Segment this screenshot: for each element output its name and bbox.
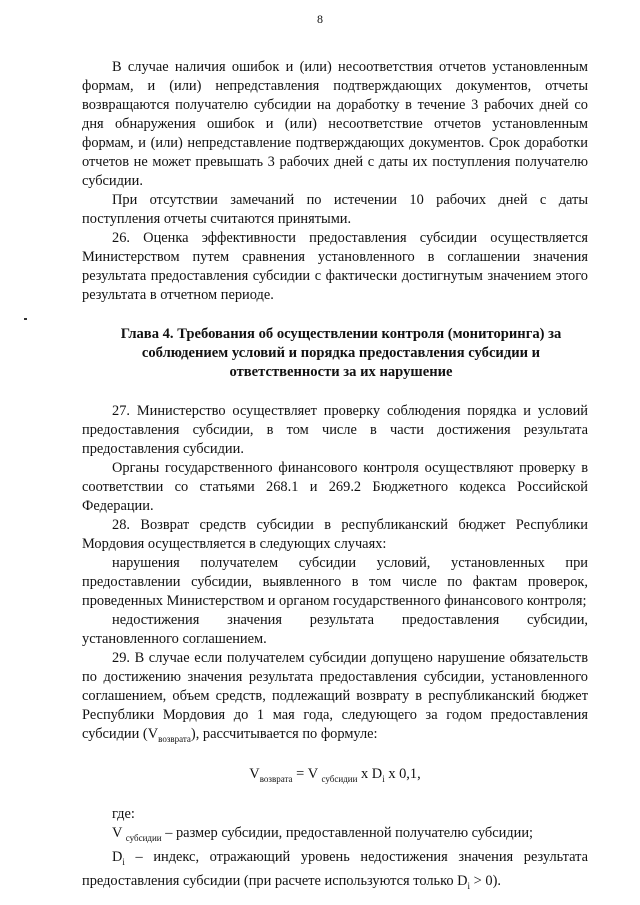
definition-v-symbol: V [112,824,126,841]
paragraph: При отсутствии замечаний по истечении 10 рабочих дней с даты поступления отчеты считаются принятыми. [82,192,588,227]
paragraph: недостижения значения результата предоставления субсидии, установленного соглашением. [82,612,588,647]
paragraph-29-end: ), рассчитывается по формуле: [190,726,378,742]
paragraph: 28. Возврат средств субсидии в республиканский бюджет Республики Мордовия осуществляется в следующих случаях: [82,517,588,552]
formula-eq: = V [292,765,322,782]
paragraph: В случае наличия ошибок и (или) несоответствия отчетов установленным формам, и (или) непредставления подтверждающих документов, отчеты возвращаются получателю субсидии на доработку в течение 3 рабочих дней со дня обнаружения ошибок и (или) несоответствие отчетов установленным формам, и (или) непредставление подтверждающих документов. Срок доработки отчетов не может превышать 3 рабочих дней с даты их поступления получателю субсидии. [82,59,588,189]
paragraph: 26. Оценка эффективности предоставления субсидии осуществляется Министерством путем сравнения установленного в соглашении значения результата предоставления субсидии с фактически достигнутым значением этого результата в отчетном периоде. [82,230,588,303]
formula-tail: x 0,1, [384,765,421,782]
document-body [82,58,588,895]
definition-v-text: – размер субсидии, предоставленной получателю субсидии; [161,824,534,841]
paragraph: 27. Министерство осуществляет проверку соблюдения порядка и условий предоставления субсидии, в том числе в части достижения результата предоставления субсидии. [82,403,588,457]
paragraph-29 [82,649,588,749]
formula [82,765,588,789]
formula-lhs: V [249,765,260,782]
definition-d-text-2: > 0). [470,872,501,889]
formula-rhs-subscript: субсидии [321,773,358,784]
definition-d-subscript-2: i [467,880,471,891]
paragraph: нарушения получателем субсидии условий, установленных при предоставлении субсидии, выявленного в том числе по фактам проверок, проведенных Министерством и органом государственного финансового контроля; [82,555,588,609]
definition-d-text: – индекс, отражающий уровень недостижения значения результата предоставления субсидии (при расчете используются только D [82,848,588,889]
formula-lhs-subscript: возврата [259,773,293,784]
chapter-heading: Глава 4. Требования об осуществлении контроля (мониторинга) за соблюдением условий и порядка предоставления субсидии и ответственности за их нарушение [120,326,562,380]
where-label: где: [112,805,135,822]
margin-mark [24,318,27,320]
page-number: 8 [317,12,323,26]
paragraph-29-text: 29. В случае если получателем субсидии допущено нарушение обязательств по достижению значения результата предоставления субсидии, установленного соглашением, объем средств, подлежащий возврату в республиканский бюджет Республики Мордовия до 1 мая года, следующего за годом предоставления субсидии (V [82,650,588,742]
definition-v-subscript: субсидии [125,832,162,843]
paragraph: Органы государственного финансового контроля осуществляют проверку в соответствии со статьями 268.1 и 269.2 Бюджетного кодекса Российской Федерации. [82,460,588,514]
definition-d-symbol: D [112,848,123,865]
formula-times: x D [357,765,383,782]
definition-d-subscript: i [122,856,125,867]
definition-v [82,824,588,848]
paragraph-29-subscript: возврата [158,733,191,744]
definition-d [82,848,588,896]
formula-d-subscript: i [382,773,385,784]
